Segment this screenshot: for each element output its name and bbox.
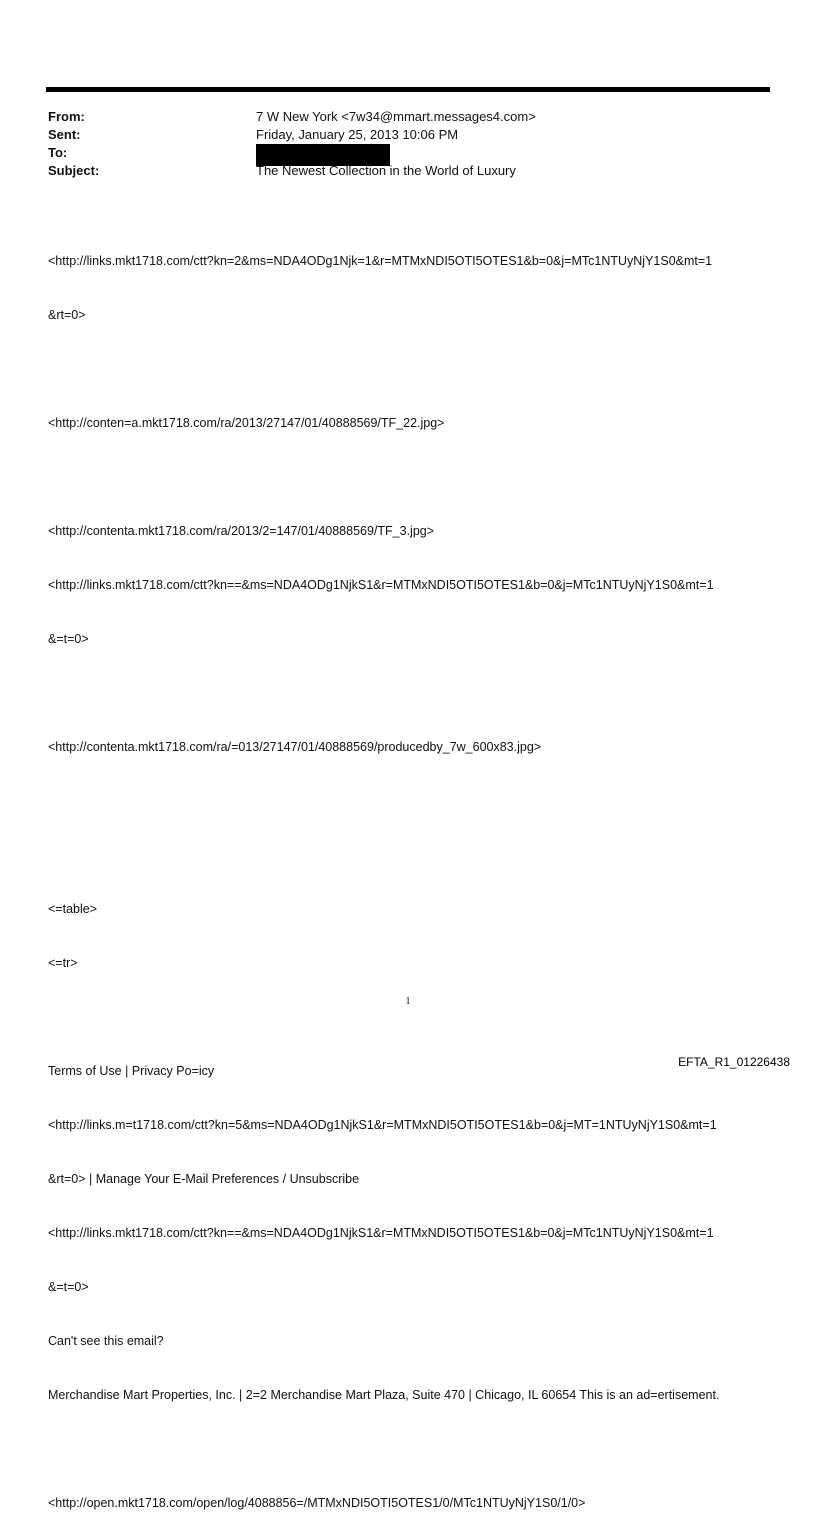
- header-subject: [48, 162, 768, 180]
- subject-label: Subject:: [48, 163, 100, 178]
- body-line: <=table>: [48, 902, 98, 916]
- body-line: [48, 792, 778, 810]
- body-line: [48, 468, 778, 486]
- body-line: [48, 846, 778, 864]
- body-line: Terms of Use | Privacy Po=icy: [48, 1064, 215, 1078]
- body-line: <http://open.mkt1718.com/open/log/4088856=/MTMxNDI5OTI5OTES1/0/MTc1NTUyNjY1S0/1/0>: [48, 1496, 586, 1510]
- body-line: <http://links.m=t1718.com/ctt?kn=5&ms=NDA4ODg1NjkS1&r=MTMxNDI5OTI5OTES1&b=0&j=MT=1NTUyNjY1S0&mt=1: [48, 1118, 717, 1132]
- body-line: &rt=0> | Manage Your E-Mail Preferences / Unsubscribe: [48, 1172, 360, 1186]
- sent-value: Friday, January 25, 2013 10:06 PM: [256, 127, 459, 142]
- email-headers: [48, 108, 768, 180]
- body-line: <http://conten=a.mkt1718.com/ra/2013/27147/01/40888569/TF_22.jpg>: [48, 416, 445, 430]
- body-line: <http://links.mkt1718.com/ctt?kn=2&ms=NDA4ODg1Njk=1&r=MTMxNDI5OTI5OTES1&b=0&j=MTc1NTUyNjY1S0&mt=1: [48, 254, 713, 268]
- body-line: <http://links.mkt1718.com/ctt?kn==&ms=NDA4ODg1NjkS1&r=MTMxNDI5OTI5OTES1&b=0&j=MTc1NTUyNjY1S0&mt=1: [48, 1226, 714, 1240]
- sent-label: Sent:: [48, 127, 81, 142]
- body-line: [48, 360, 778, 378]
- header-from: [48, 108, 768, 126]
- body-line: <http://contenta.mkt1718.com/ra/2013/2=147/01/40888569/TF_3.jpg>: [48, 524, 435, 538]
- to-label: To:: [48, 145, 68, 160]
- body-line: <http://contenta.mkt1718.com/ra/=013/27147/01/40888569/producedby_7w_600x83.jpg>: [48, 740, 542, 754]
- subject-value: The Newest Collection in the World of Luxury: [256, 163, 516, 178]
- header-sent: [48, 126, 768, 144]
- page-number: 1: [405, 996, 411, 1007]
- from-value: 7 W New York <7w34@mmart.messages4.com>: [256, 109, 536, 124]
- body-line: [48, 684, 778, 702]
- body-line: &=t=0>: [48, 632, 89, 646]
- from-label: From:: [48, 109, 85, 124]
- body-line: <=tr>: [48, 956, 78, 970]
- header-to: [48, 144, 768, 162]
- body-line: Merchandise Mart Properties, Inc. | 2=2 Merchandise Mart Plaza, Suite 470 | Chicago, IL 60654 This is an ad=ertisement.: [48, 1388, 720, 1402]
- body-line: <http://links.mkt1718.com/ctt?kn==&ms=NDA4ODg1NjkS1&r=MTMxNDI5OTI5OTES1&b=0&j=MTc1NTUyNjY1S0&mt=1: [48, 578, 714, 592]
- email-body: [48, 216, 778, 1530]
- body-line: Can't see this email?: [48, 1334, 164, 1348]
- document-stamp: EFTA_R1_01226438: [678, 1055, 790, 1069]
- body-line: &rt=0>: [48, 308, 86, 322]
- body-line: [48, 1008, 778, 1026]
- header-rule: [46, 87, 770, 92]
- body-line: &=t=0>: [48, 1280, 89, 1294]
- body-line: [48, 1440, 778, 1458]
